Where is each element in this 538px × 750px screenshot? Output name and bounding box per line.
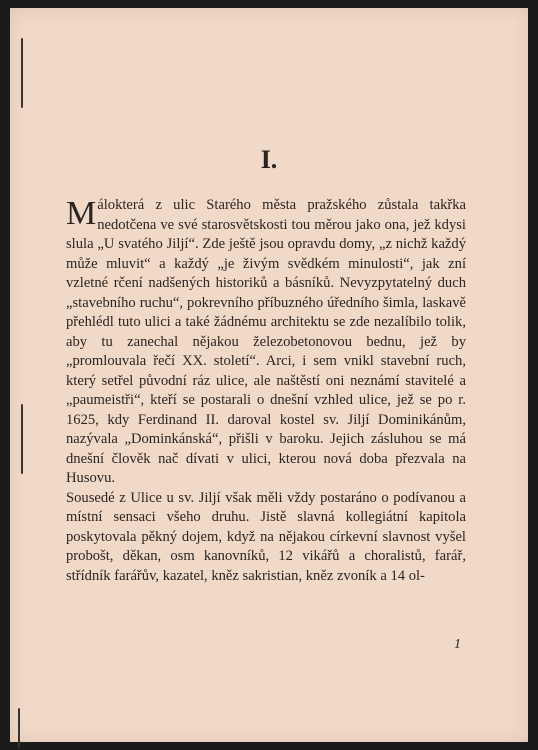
binding-mark xyxy=(18,708,20,748)
binding-mark xyxy=(21,404,23,474)
binding-mark xyxy=(21,38,23,108)
chapter-heading: I. xyxy=(260,145,278,174)
paragraph-1-text: álokterá z ulic Starého města pražského zůstala takřka nedotčena ve své starosvětskosti tou měrou jako ona, jež kdysi slula „U svatého Jiljí“. Zde ještě jsou opravdu domy, „z nichž každý může mluvit“ a každý „je živým svědkém minulosti“, jak zní vzletné rčení nadšených historiků a básníků. Nevyzpytatelný duch „stavebního ruchu“, pokrevního příbuzného úředního šimla, laskavě přehlédl tuto ulici a také žádnému architektu se zde nezalíbilo tolik, aby tu zanechal nějakou železobetonovou bednu, jež by „promlouvala řečí XX. století“. Arci, i sem vnikl stavební ruch, který setřel původní ráz ulice, ale naštěstí oni neznámí stavitelé a „paumeistři“, kteří se postarali o dnešní vzhled ulice, jež se po r. 1625, kdy Ferdinand II. daroval kostel sv. Jiljí Dominikánům, nazývala „Dominkánská“, přišli v baroku. Jejich zásluhou se má dnešní člověk nač dívati v ulici, kterou nová doba přezvala na Husovu. xyxy=(66,197,466,486)
paragraph xyxy=(66,489,466,587)
body-text xyxy=(66,196,466,586)
paragraph xyxy=(66,196,466,489)
paragraph-2-text: Sousedé z Ulice u sv. Jiljí však měli vždy postaráno o podívanou a místní sensaci všeho druhu. Jistě slavná kollegiátní kapitola poskytovala pěkný dojem, když na nějakou církevní slavnost vyšel probošt, děkan, osm kanovníků, 12 vikářů a choralistů, farář, střídník farářův, kazatel, kněz sakristian, kněz zvoník a 14 ol- xyxy=(66,489,466,584)
drop-cap: M xyxy=(66,195,97,232)
page-number: 1 xyxy=(454,637,461,652)
